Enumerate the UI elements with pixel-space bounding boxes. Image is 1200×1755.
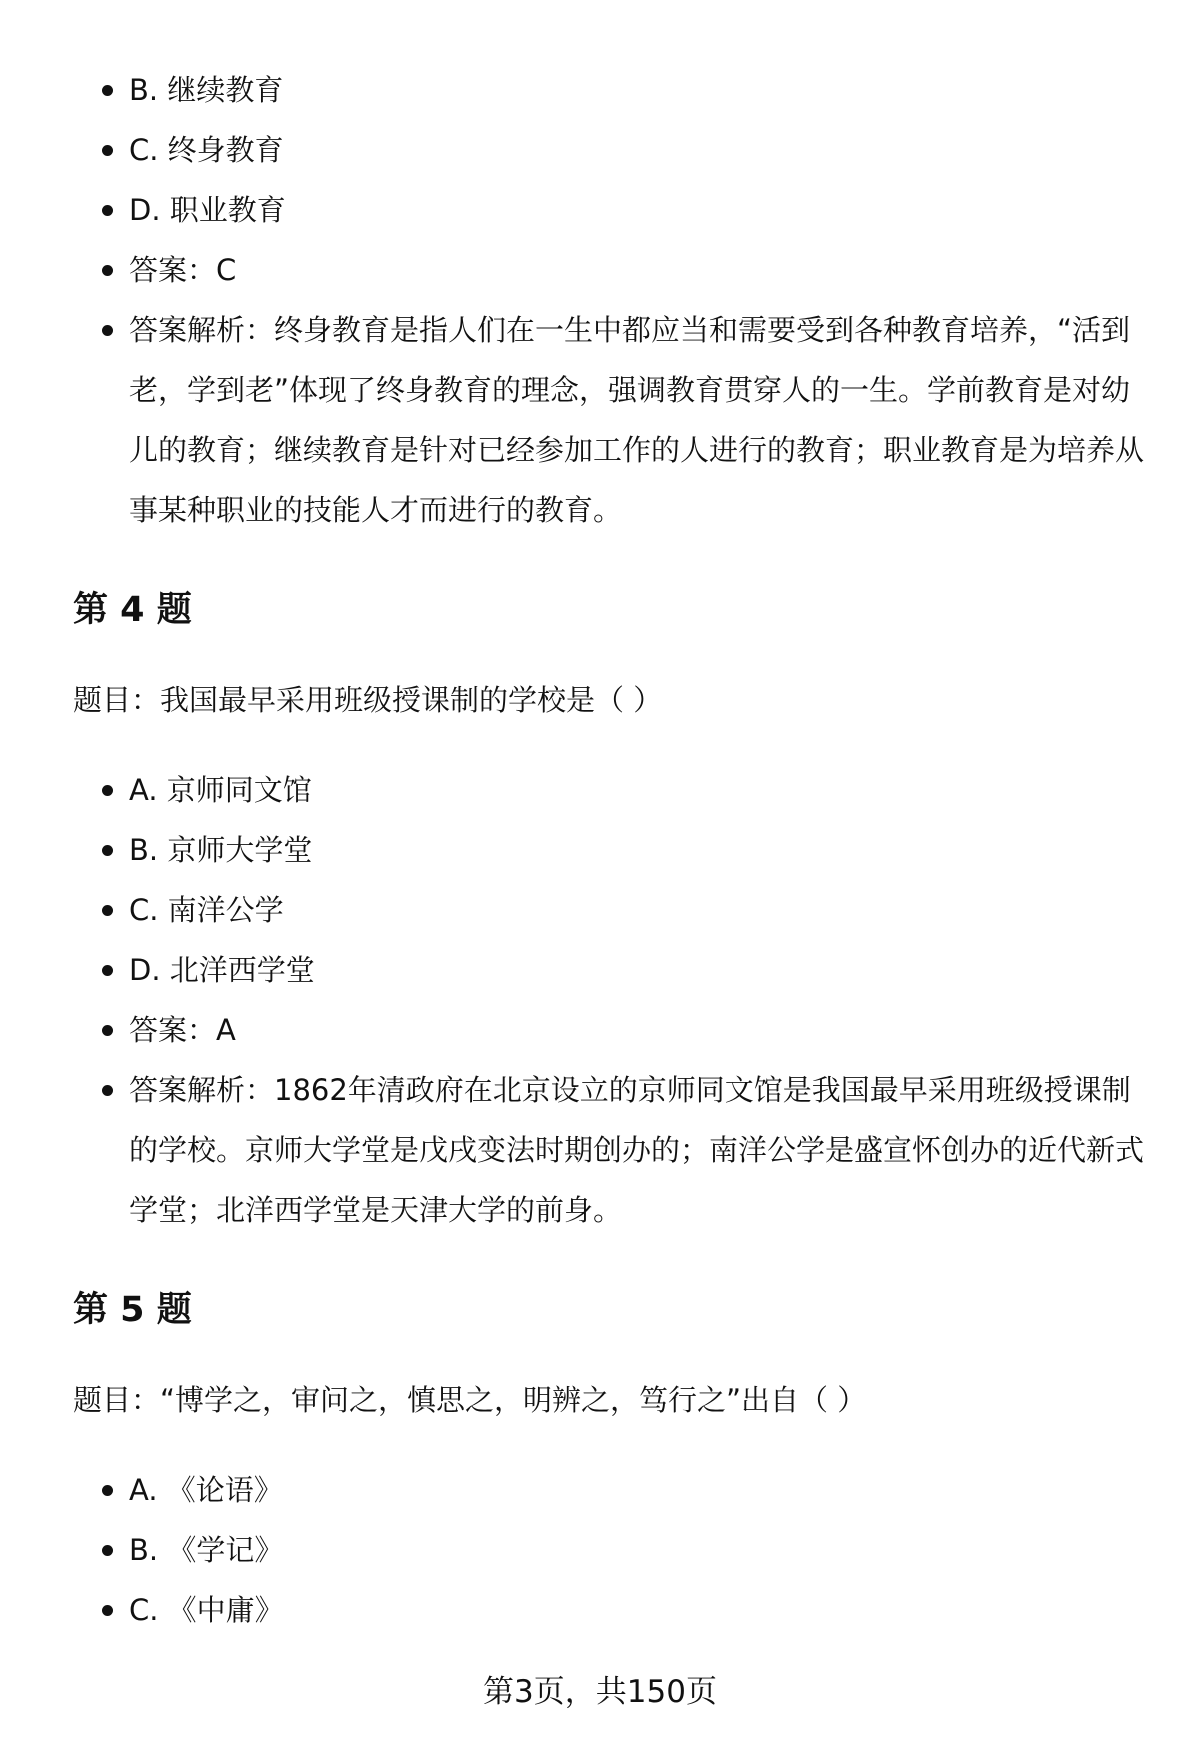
bullet-icon (102, 1025, 113, 1036)
list-item (73, 1580, 1153, 1640)
option-text: D. 职业教育 (129, 193, 286, 227)
option-text: D. 北洋西学堂 (129, 953, 315, 987)
bullet-icon (102, 965, 113, 976)
option-text: C. 南洋公学 (129, 893, 284, 927)
question-5-stem: 题目：“博学之，审问之，慎思之，明辨之，笃行之”出自（ ） (73, 1383, 867, 1417)
list-item (73, 60, 1153, 120)
option-text: C. 《中庸》 (129, 1593, 284, 1627)
option-text: B. 继续教育 (129, 73, 284, 107)
bullet-icon (102, 905, 113, 916)
list-item (73, 820, 1153, 880)
bullet-icon (102, 265, 113, 276)
q5-option-list (73, 1460, 1153, 1640)
page-number-footer: 第3页，共150页 (483, 1674, 717, 1710)
list-item (73, 760, 1153, 820)
answer-item (73, 1000, 1153, 1060)
analysis-item (73, 1060, 1153, 1240)
option-text: C. 终身教育 (129, 133, 284, 167)
option-text: A. 《论语》 (129, 1473, 283, 1507)
answer-item (73, 240, 1153, 300)
analysis-text: 答案解析：1862年清政府在北京设立的京师同文馆是我国最早采用班级授课制的学校。京师大学堂是戊戌变法时期创办的；南洋公学是盛宣怀创办的近代新式学堂；北洋西学堂是天津大学的前身。 (129, 1073, 1145, 1227)
bullet-icon (102, 1605, 113, 1616)
list-item (73, 120, 1153, 180)
q4-option-list (73, 760, 1153, 1240)
option-text: A. 京师同文馆 (129, 773, 312, 807)
bullet-icon (102, 325, 113, 336)
bullet-icon (102, 145, 113, 156)
bullet-icon (102, 85, 113, 96)
document-page (73, 60, 1153, 1640)
answer-text: 答案：A (129, 1013, 236, 1047)
list-item (73, 1520, 1153, 1580)
bullet-icon (102, 205, 113, 216)
list-item (73, 940, 1153, 1000)
q3-option-list (73, 60, 1153, 540)
answer-text: 答案：C (129, 253, 237, 287)
option-text: B. 《学记》 (129, 1533, 284, 1567)
question-4-heading: 第 4 题 (73, 590, 192, 630)
option-text: B. 京师大学堂 (129, 833, 313, 867)
list-item (73, 180, 1153, 240)
question-5-heading: 第 5 题 (73, 1290, 192, 1330)
question-4-stem: 题目：我国最早采用班级授课制的学校是（ ） (73, 683, 663, 717)
list-item (73, 880, 1153, 940)
list-item (73, 1460, 1153, 1520)
analysis-item (73, 300, 1153, 540)
analysis-text: 答案解析：终身教育是指人们在一生中都应当和需要受到各种教育培养，“活到老，学到老”体现了终身教育的理念，强调教育贯穿人的一生。学前教育是对幼儿的教育；继续教育是针对已经参加工作的人进行的教育；职业教育是为培养从事某种职业的技能人才而进行的教育。 (129, 313, 1145, 527)
bullet-icon (102, 1485, 113, 1496)
bullet-icon (102, 1085, 113, 1096)
bullet-icon (102, 1545, 113, 1556)
bullet-icon (102, 785, 113, 796)
bullet-icon (102, 845, 113, 856)
